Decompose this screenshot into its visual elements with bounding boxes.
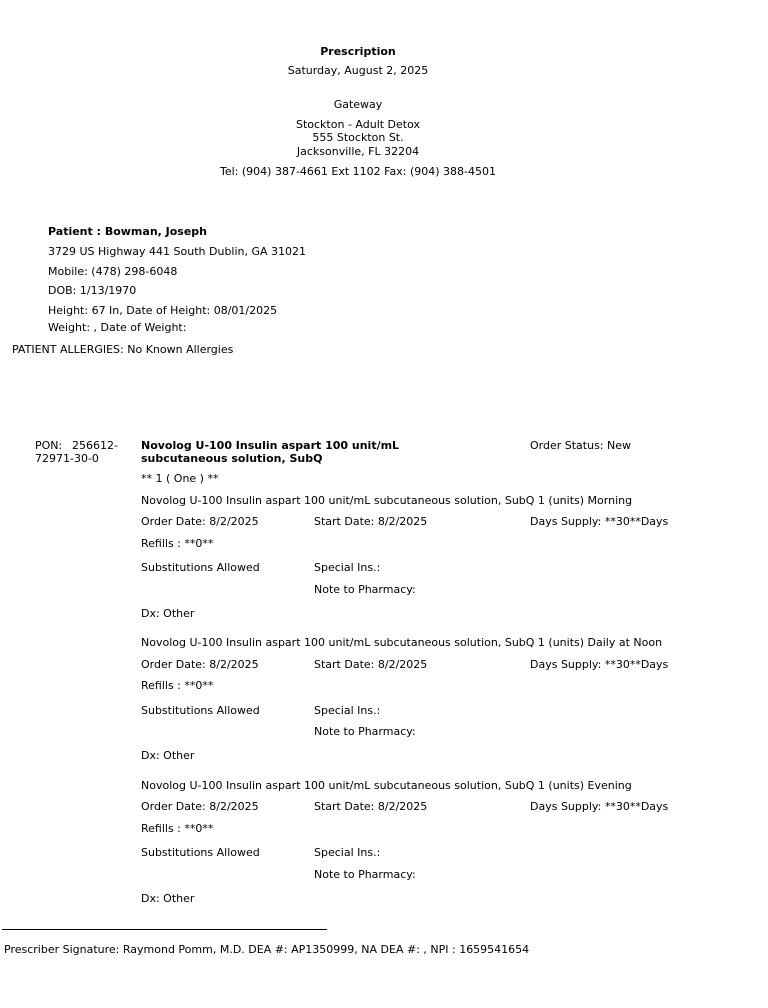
- sig-diagnosis: Dx: Other: [141, 892, 195, 905]
- sig-pharmacy-note: Note to Pharmacy:: [314, 725, 416, 738]
- sig-order-date: Order Date: 8/2/2025: [141, 515, 259, 528]
- sig-order-date: Order Date: 8/2/2025: [141, 800, 259, 813]
- sig-start-date: Start Date: 8/2/2025: [314, 515, 428, 528]
- organization-name: Gateway: [333, 98, 383, 111]
- sig-pharmacy-note: Note to Pharmacy:: [314, 868, 416, 881]
- sig-substitutions: Substitutions Allowed: [141, 846, 260, 859]
- pon-label: PON:: [35, 439, 63, 452]
- facility-address-line1: 555 Stockton St.: [312, 131, 404, 144]
- sig-substitutions: Substitutions Allowed: [141, 704, 260, 717]
- patient-height: Height: 67 In, Date of Height: 08/01/2025: [48, 304, 278, 317]
- document-title: Prescription: [320, 45, 396, 58]
- sig-instruction: Novolog U-100 Insulin aspart 100 unit/mL subcutaneous solution, SubQ 1 (units) Morning: [141, 494, 633, 507]
- sig-substitutions: Substitutions Allowed: [141, 561, 260, 574]
- prescription-date: Saturday, August 2, 2025: [287, 64, 429, 77]
- sig-days-supply: Days Supply: **30**Days: [530, 658, 669, 671]
- patient-dob: DOB: 1/13/1970: [48, 284, 137, 297]
- patient-weight: Weight: , Date of Weight:: [48, 321, 187, 334]
- sig-special-instructions: Special Ins.:: [314, 561, 381, 574]
- sig-refills: Refills : **0**: [141, 537, 214, 550]
- pon-value-line1: 256612-: [72, 439, 118, 452]
- prescriber-signature: Prescriber Signature: Raymond Pomm, M.D. DEA #: AP1350999, NA DEA #: , NPI : 1659541654: [4, 943, 530, 956]
- patient-mobile: Mobile: (478) 298-6048: [48, 265, 178, 278]
- facility-contact: Tel: (904) 387-4661 Ext 1102 Fax: (904) 388-4501: [220, 165, 496, 178]
- sig-refills: Refills : **0**: [141, 679, 214, 692]
- sig-special-instructions: Special Ins.:: [314, 704, 381, 717]
- signature-line: [2, 929, 327, 930]
- facility-name: Stockton - Adult Detox: [295, 118, 421, 131]
- facility-address-line2: Jacksonville, FL 32204: [296, 145, 420, 158]
- sig-start-date: Start Date: 8/2/2025: [314, 800, 428, 813]
- patient-address: 3729 US Highway 441 South Dublin, GA 31021: [48, 245, 307, 258]
- sig-instruction: Novolog U-100 Insulin aspart 100 unit/mL subcutaneous solution, SubQ 1 (units) Daily at Noon: [141, 636, 663, 649]
- dispense-quantity: ** 1 ( One ) **: [141, 472, 219, 485]
- patient-allergies: PATIENT ALLERGIES: No Known Allergies: [12, 343, 234, 356]
- sig-instruction: Novolog U-100 Insulin aspart 100 unit/mL subcutaneous solution, SubQ 1 (units) Evening: [141, 779, 632, 792]
- drug-name-line2: subcutaneous solution, SubQ: [141, 452, 323, 465]
- drug-name-line1: Novolog U-100 Insulin aspart 100 unit/mL: [141, 439, 400, 452]
- sig-diagnosis: Dx: Other: [141, 749, 195, 762]
- sig-order-date: Order Date: 8/2/2025: [141, 658, 259, 671]
- sig-days-supply: Days Supply: **30**Days: [530, 515, 669, 528]
- sig-diagnosis: Dx: Other: [141, 607, 195, 620]
- sig-days-supply: Days Supply: **30**Days: [530, 800, 669, 813]
- order-status: Order Status: New: [530, 439, 632, 452]
- patient-name: Patient : Bowman, Joseph: [48, 225, 208, 238]
- sig-special-instructions: Special Ins.:: [314, 846, 381, 859]
- sig-start-date: Start Date: 8/2/2025: [314, 658, 428, 671]
- sig-pharmacy-note: Note to Pharmacy:: [314, 583, 416, 596]
- sig-refills: Refills : **0**: [141, 822, 214, 835]
- pon-value-line2: 72971-30-0: [35, 452, 99, 465]
